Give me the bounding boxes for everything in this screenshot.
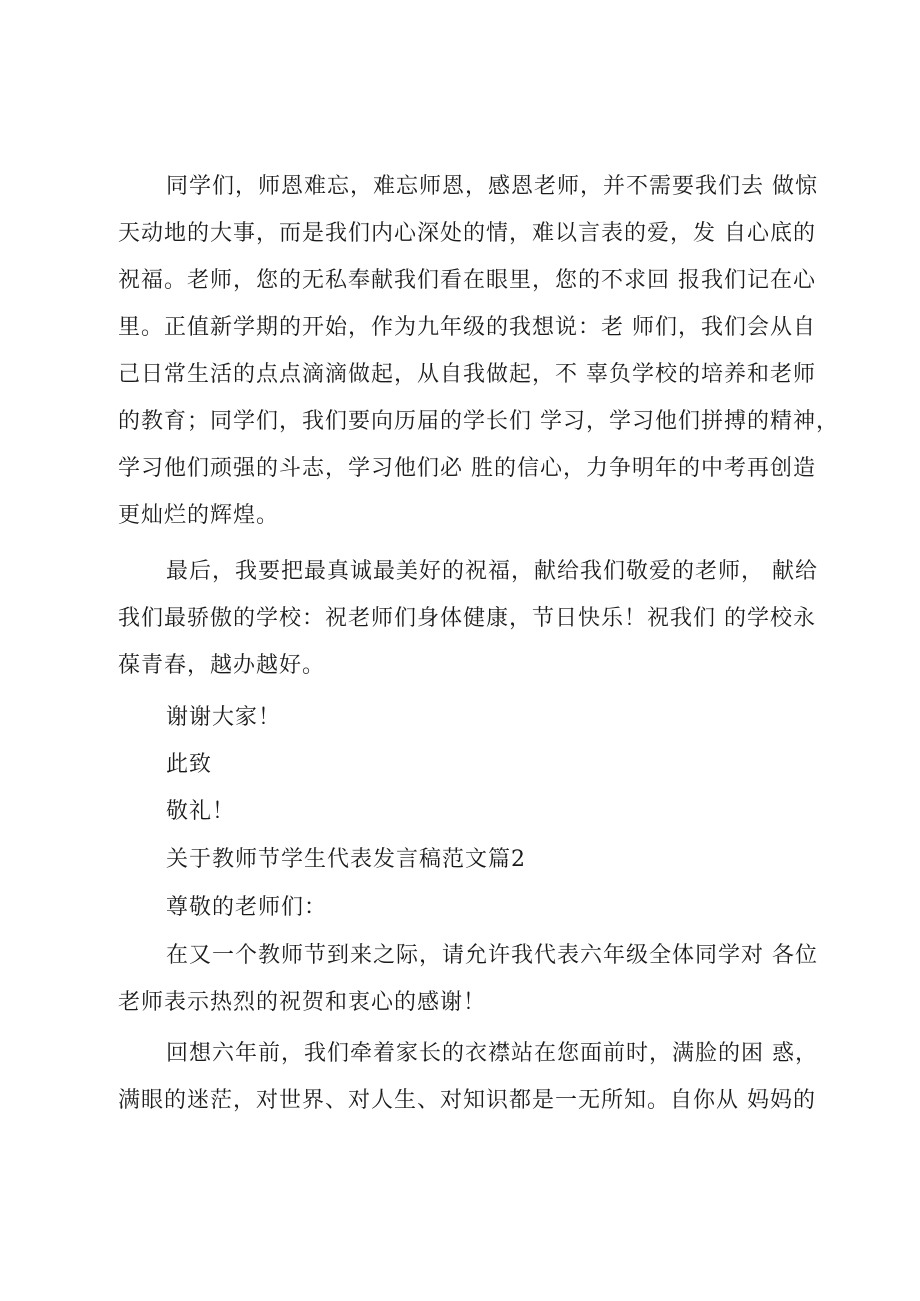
paragraph-2-line-1: 最后，我要把最真诚最美好的祝福，献给我们敬爱的老师， 献给 (166, 559, 818, 584)
paragraph-3-line-1: 在又一个教师节到来之际，请允许我代表六年级全体同学对 各位 (166, 943, 818, 968)
section-heading: 关于教师节学生代表发言稿范文篇2 (166, 847, 526, 872)
paragraph-2-line-2: 我们最骄傲的学校：祝老师们身体健康，节日快乐！祝我们 的学校永 (118, 606, 816, 631)
salutation-line: 尊敬的老师们： (166, 895, 328, 920)
paragraph-4-line-2: 满眼的迷茫，对世界、对人生、对知识都是一无所知。自你从 妈妈的 (118, 1088, 816, 1113)
closing-line-2: 敬礼！ (166, 799, 236, 824)
thanks-line: 谢谢大家！ (166, 705, 282, 730)
paragraph-1-line-5: 己日常生活的点点滴滴做起，从自我做起，不 辜负学校的培养和老师 (118, 362, 816, 387)
paragraph-1-line-6: 的教育；同学们，我们要向历届的学长们 学习，学习他们拼搏的精神， (118, 409, 839, 434)
paragraph-1-line-1: 同学们，师恩难忘，难忘师恩，感恩老师，并不需要我们去 做惊 (166, 174, 818, 199)
paragraph-3-line-2: 老师表示热烈的祝贺和衷心的感谢！ (118, 990, 487, 1015)
paragraph-2-line-3: 葆青春，越办越好。 (118, 653, 326, 678)
paragraph-1-line-4: 里。正值新学期的开始，作为九年级的我想说：老 师们，我们会从自 (118, 315, 816, 340)
paragraph-1-line-8: 更灿烂的辉煌。 (118, 503, 280, 528)
paragraph-1-line-3: 祝福。老师，您的无私奉献我们看在眼里，您的不求回 报我们记在心 (118, 268, 816, 293)
closing-line-1: 此致 (166, 752, 213, 777)
paragraph-4-line-1: 回想六年前，我们牵着家长的衣襟站在您面前时，满脸的困 惑， (166, 1041, 818, 1066)
paragraph-1-line-7: 学习他们顽强的斗志，学习他们必 胜的信心，力争明年的中考再创造 (118, 456, 816, 481)
paragraph-1-line-2: 天动地的大事，而是我们内心深处的情，难以言表的爱，发 自心底的 (118, 221, 816, 246)
